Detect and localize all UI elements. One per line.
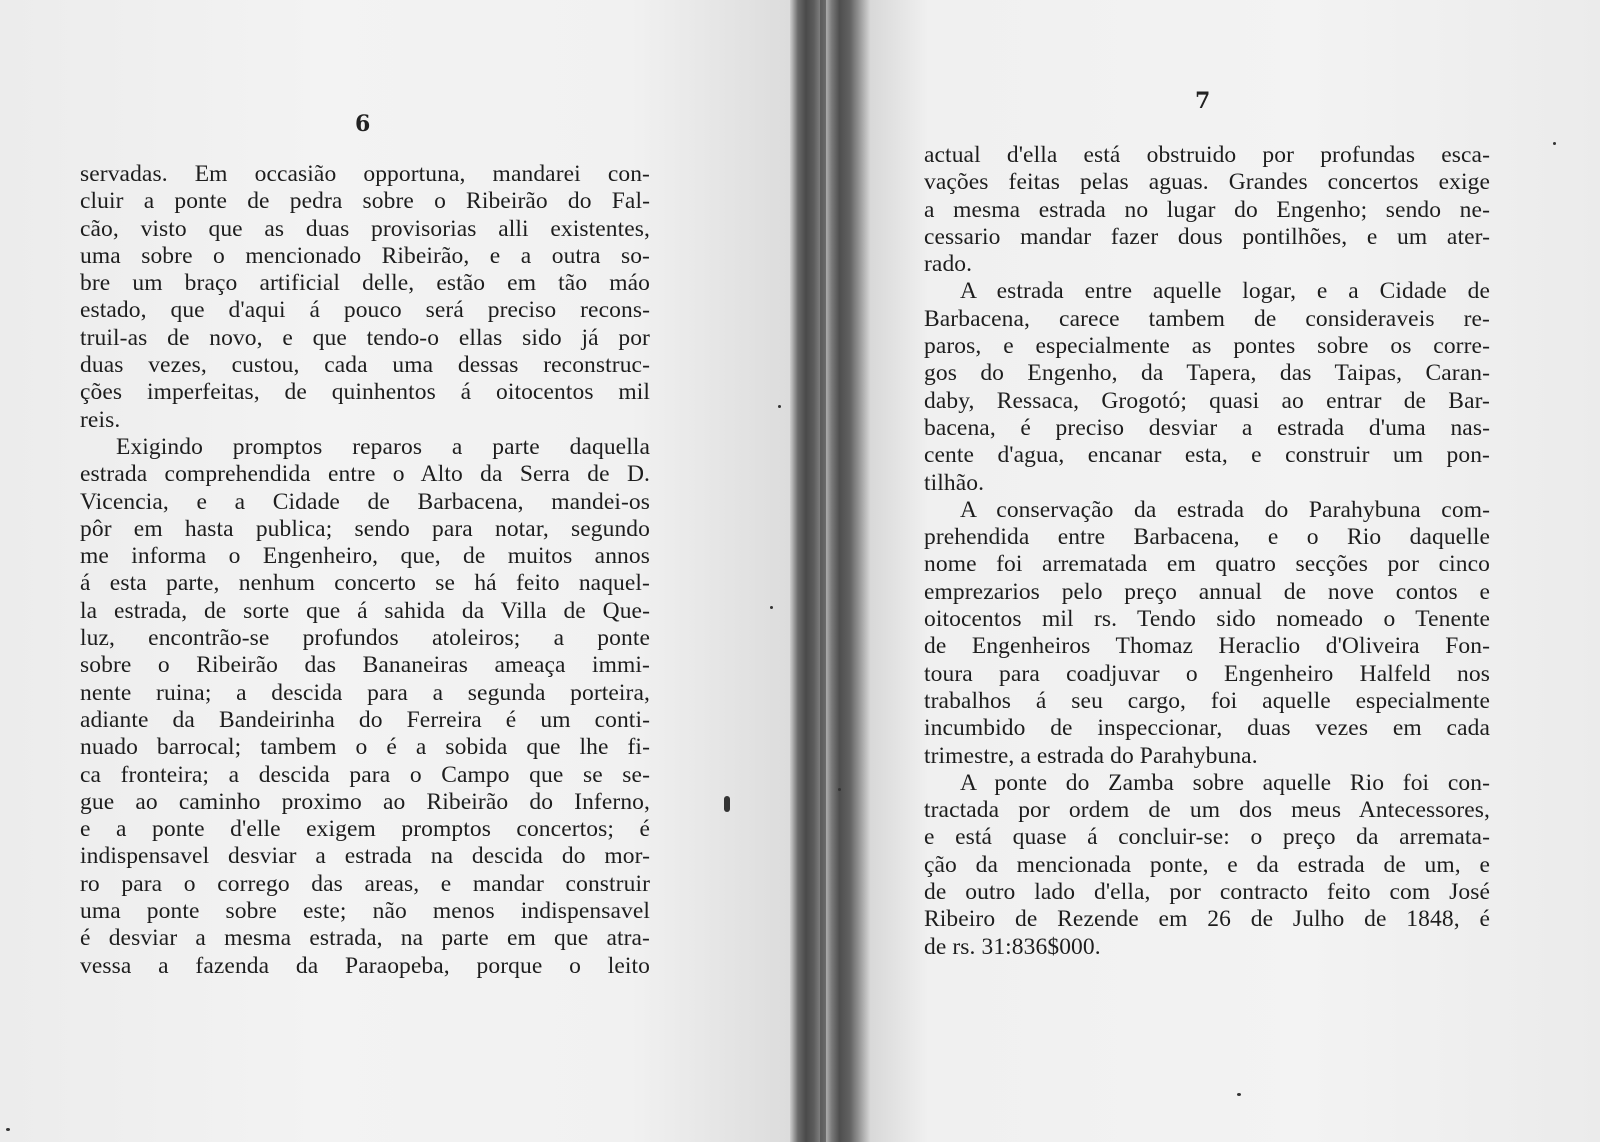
text-line: paros, e especialmente as pontes sobre os corre- [924, 333, 1490, 360]
text-line: ção da mencionada ponte, e da estrada de um, e [924, 851, 1490, 878]
text-line: A ponte do Zamba sobre aquelle Rio foi con- [960, 769, 1490, 796]
text-line: é desviar a mesma estrada, na parte em que atra- [80, 925, 650, 952]
text-line: truil-as de novo, e que tendo-o ellas sido já por [80, 324, 650, 351]
text-line: Exigindo promptos reparos a parte daquella [116, 433, 650, 460]
text-line: á esta parte, nenhum concerto se há feito naquel- [80, 570, 650, 597]
text-line: trabalhos á seu cargo, foi aquelle especialmente [924, 687, 1490, 714]
text-line: adiante da Bandeirinha do Ferreira é um conti- [80, 706, 650, 733]
text-line: indispensavel desviar a estrada na descida do mor- [80, 843, 650, 870]
dust-speck [1553, 142, 1556, 145]
text-line: me informa o Engenheiro, que, de muitos annos [80, 543, 650, 570]
text-line: cluir a ponte de pedra sobre o Ribeirão do Fal- [80, 188, 650, 215]
text-line: nente ruina; a descida para a segunda porteira, [80, 679, 650, 706]
text-line: daby, Ressaca, Grogotó; quasi ao entrar de Bar- [924, 387, 1490, 414]
text-line: servadas. Em occasião opportuna, mandarei con- [80, 161, 650, 187]
text-line: cessario mandar fazer dous pontilhões, e um ater- [924, 223, 1490, 250]
text-line: ca fronteira; a descida para o Campo que se se- [80, 761, 650, 788]
right-page-number: 7 [1195, 88, 1211, 114]
text-line: Barbacena, carece tambem de consideraveis re- [924, 305, 1490, 332]
text-line: A estrada entre aquelle logar, e a Cidade de [960, 278, 1490, 305]
dust-speck [6, 1128, 10, 1131]
dust-speck [770, 606, 773, 609]
dust-speck [778, 405, 781, 408]
text-line: a mesma estrada no lugar do Engenho; sendo ne- [924, 196, 1490, 223]
text-line: gos do Engenho, da Tapera, das Taipas, Caran- [924, 360, 1490, 387]
text-line: cão, visto que as duas provisorias alli existentes, [80, 215, 650, 242]
text-line: reis. [80, 406, 121, 433]
text-line: la estrada, de sorte que á sahida da Villa de Que- [80, 597, 650, 624]
text-line: sobre o Ribeirão das Bananeiras ameaça immi- [80, 652, 650, 679]
text-line: Ribeiro de Rezende em 26 de Julho de 1848, é [924, 906, 1490, 933]
text-line: estrada comprehendida entre o Alto da Serra de D. [80, 461, 650, 488]
text-line: de rs. 31:836$000. [924, 933, 1101, 960]
dust-speck [724, 796, 730, 812]
right-page-text [924, 142, 1490, 961]
text-line: ro para o corrego das areas, e mandar construir [80, 870, 650, 897]
text-line: e a ponte d'elle exigem promptos concertos; é [80, 816, 650, 843]
text-line: bacena, é preciso desviar a estrada d'uma nas- [924, 414, 1490, 441]
text-line: gue ao caminho proximo ao Ribeirão do Inferno, [80, 788, 650, 815]
text-line: rado. [924, 251, 973, 278]
text-line: emprezarios pelo preço annual de nove contos e [924, 578, 1490, 605]
gutter-shadow-streak [820, 0, 826, 1142]
text-line: duas vezes, custou, cada uma dessas reconstruc- [80, 352, 650, 379]
text-line: e está quase á concluir-se: o preço da arremata- [924, 824, 1490, 851]
left-page-number: 6 [355, 111, 371, 137]
text-line: A conservação da estrada do Parahybuna com- [960, 496, 1490, 523]
text-line: vações feitas pelas aguas. Grandes concertos exige [924, 169, 1490, 196]
text-line: prehendida entre Barbacena, e o Rio daquelle [924, 524, 1490, 551]
dust-speck [1237, 1093, 1241, 1096]
text-line: tilhão. [924, 469, 985, 496]
text-line: nuado barrocal; tambem o é a sobida que lhe fi- [80, 734, 650, 761]
text-line: trimestre, a estrada do Parahybuna. [924, 742, 1258, 769]
text-line: vessa a fazenda da Paraopeba, porque o leito [80, 952, 650, 979]
text-line: de outro lado d'ella, por contracto feito com José [924, 879, 1490, 906]
text-line: luz, encontrão-se profundos atoleiros; a ponte [80, 625, 650, 652]
text-line: pôr em hasta publica; sendo para notar, segundo [80, 515, 650, 542]
text-line: ções imperfeitas, de quinhentos á oitocentos mil [80, 379, 650, 406]
text-line: Vicencia, e a Cidade de Barbacena, mandei-os [80, 488, 650, 515]
text-line: uma ponte sobre este; não menos indispensavel [80, 898, 650, 925]
book-gutter [790, 0, 870, 1142]
text-line: incumbido de inspeccionar, duas vezes em cada [924, 715, 1490, 742]
dust-speck [838, 788, 841, 791]
text-line: toura para coadjuvar o Engenheiro Halfeld nos [924, 660, 1490, 687]
text-line: de Engenheiros Thomaz Heraclio d'Oliveira Fon- [924, 633, 1490, 660]
text-line: estado, que d'aqui á pouco será preciso recons- [80, 297, 650, 324]
text-line: oitocentos mil rs. Tendo sido nomeado o Tenente [924, 606, 1490, 633]
left-page-text [80, 161, 650, 980]
text-line: bre um braço artificial delle, estão em tão máo [80, 270, 650, 297]
text-line: nome foi arrematada em quatro secções por cinco [924, 551, 1490, 578]
text-line: uma sobre o mencionado Ribeirão, e a outra so- [80, 242, 650, 269]
text-line: actual d'ella está obstruido por profundas esca- [924, 142, 1490, 168]
text-line: cente d'agua, encanar esta, e construir um pon- [924, 442, 1490, 469]
text-line: tractada por ordem de um dos meus Antecessores, [924, 797, 1490, 824]
